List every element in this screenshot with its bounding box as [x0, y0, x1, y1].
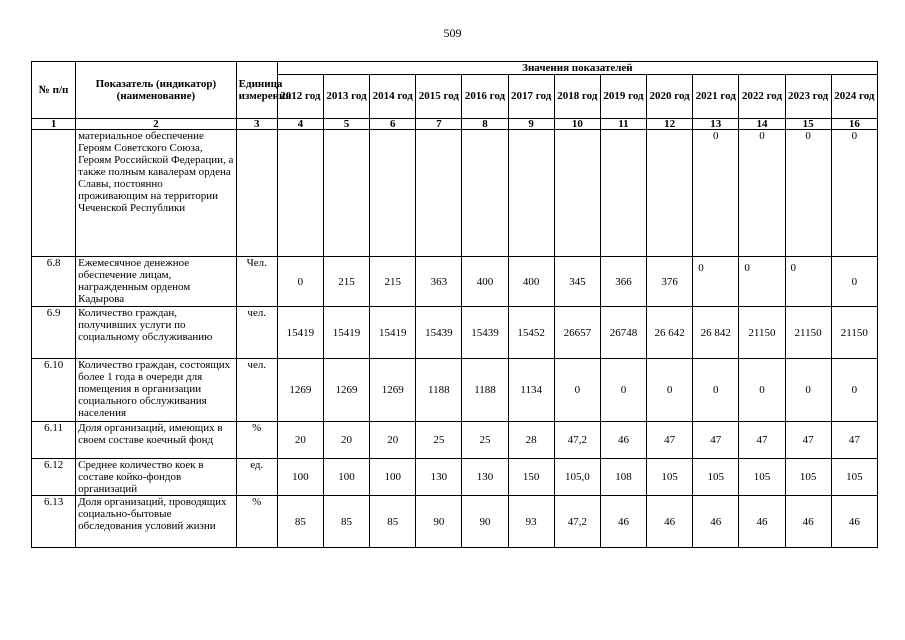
value-cell: 0: [647, 359, 693, 422]
header-unit: Единица измерения: [236, 62, 277, 119]
unit-cell: чел.: [236, 307, 277, 359]
column-number: 11: [600, 119, 646, 130]
row-number: 6.11: [32, 422, 76, 459]
value-cell: 1188: [462, 359, 508, 422]
row-number: 6.12: [32, 459, 76, 496]
indicators-table: [31, 61, 878, 548]
value-cell: 0: [693, 257, 739, 307]
value-cell: 85: [277, 496, 323, 548]
value-cell: 47: [785, 422, 831, 459]
value-cell: 0: [785, 257, 831, 307]
value-cell: 26 842: [693, 307, 739, 359]
indicator-name: Количество граждан, состоящих более 1 года в очереди для помещения в организации социального обслуживания населения: [76, 359, 237, 422]
header-year: 2021 год: [693, 75, 739, 119]
value-cell: 363: [416, 257, 462, 307]
value-cell: 0: [831, 359, 877, 422]
value-cell: 25: [462, 422, 508, 459]
value-cell: 85: [370, 496, 416, 548]
unit-cell: %: [236, 496, 277, 548]
header-year: 2019 год: [600, 75, 646, 119]
value-cell: 20: [277, 422, 323, 459]
header-year: 2012 год: [277, 75, 323, 119]
unit-cell: ед.: [236, 459, 277, 496]
header-year: 2020 год: [647, 75, 693, 119]
value-cell: 376: [647, 257, 693, 307]
value-cell: 26748: [600, 307, 646, 359]
header-year: 2016 год: [462, 75, 508, 119]
value-cell: 0: [739, 359, 785, 422]
header-values-group: Значения показателей: [277, 62, 877, 75]
value-cell: 85: [323, 496, 369, 548]
value-cell: 21150: [831, 307, 877, 359]
value-cell: 105: [831, 459, 877, 496]
value-cell: 0: [554, 359, 600, 422]
column-number: 14: [739, 119, 785, 130]
row-number: [32, 130, 76, 257]
value-cell: 1269: [323, 359, 369, 422]
value-cell: 400: [462, 257, 508, 307]
value-cell: 21150: [739, 307, 785, 359]
value-cell: 46: [831, 496, 877, 548]
value-cell: 46: [647, 496, 693, 548]
header-num: № п/п: [32, 62, 76, 119]
value-cell: 1134: [508, 359, 554, 422]
value-cell: 15439: [462, 307, 508, 359]
unit-cell: [236, 130, 277, 257]
value-cell: 1269: [277, 359, 323, 422]
table-row: [32, 496, 878, 548]
header-year: 2018 год: [554, 75, 600, 119]
column-number: 7: [416, 119, 462, 130]
value-cell: 0: [831, 130, 877, 257]
column-number: 4: [277, 119, 323, 130]
column-numbers-row: [32, 119, 878, 130]
column-number: 15: [785, 119, 831, 130]
header-indicator: Показатель (индикатор) (наименование): [76, 62, 237, 119]
unit-cell: Чел.: [236, 257, 277, 307]
table-row: [32, 257, 878, 307]
column-number: 1: [32, 119, 76, 130]
value-cell: [600, 130, 646, 257]
page-number: 509: [443, 26, 462, 40]
value-cell: 15439: [416, 307, 462, 359]
value-cell: 0: [693, 359, 739, 422]
value-cell: 366: [600, 257, 646, 307]
value-cell: 15419: [277, 307, 323, 359]
value-cell: 150: [508, 459, 554, 496]
column-number: 12: [647, 119, 693, 130]
value-cell: 47: [831, 422, 877, 459]
value-cell: 0: [785, 130, 831, 257]
column-number: 9: [508, 119, 554, 130]
value-cell: 130: [416, 459, 462, 496]
header-year: 2024 год: [831, 75, 877, 119]
value-cell: 100: [370, 459, 416, 496]
value-cell: 47,2: [554, 422, 600, 459]
unit-cell: %: [236, 422, 277, 459]
value-cell: 105: [785, 459, 831, 496]
table-row: [32, 307, 878, 359]
value-cell: 0: [277, 257, 323, 307]
value-cell: 1269: [370, 359, 416, 422]
value-cell: 15452: [508, 307, 554, 359]
unit-cell: чел.: [236, 359, 277, 422]
value-cell: 105: [647, 459, 693, 496]
value-cell: [508, 130, 554, 257]
value-cell: 0: [739, 257, 785, 307]
table-row: [32, 359, 878, 422]
value-cell: 46: [600, 496, 646, 548]
row-number: 6.9: [32, 307, 76, 359]
value-cell: 25: [416, 422, 462, 459]
value-cell: 105: [693, 459, 739, 496]
value-cell: 0: [785, 359, 831, 422]
value-cell: 0: [739, 130, 785, 257]
table-row: [32, 459, 878, 496]
indicator-name: Количество граждан, получивших услуги по социальному обслуживанию: [76, 307, 237, 359]
indicator-name: Среднее количество коек в составе койко-фондов организаций: [76, 459, 237, 496]
value-cell: [323, 130, 369, 257]
value-cell: 400: [508, 257, 554, 307]
indicator-name: Доля организаций, имеющих в своем составе коечный фонд: [76, 422, 237, 459]
value-cell: 20: [323, 422, 369, 459]
value-cell: 90: [462, 496, 508, 548]
row-number: 6.8: [32, 257, 76, 307]
value-cell: 215: [323, 257, 369, 307]
value-cell: [370, 130, 416, 257]
column-number: 5: [323, 119, 369, 130]
value-cell: 105: [739, 459, 785, 496]
table-row: [32, 130, 878, 257]
table-row: [32, 422, 878, 459]
value-cell: 26657: [554, 307, 600, 359]
value-cell: 93: [508, 496, 554, 548]
value-cell: [277, 130, 323, 257]
value-cell: 15419: [323, 307, 369, 359]
indicator-name: Ежемесячное денежное обеспечение лицам, награжденным орденом Кадырова: [76, 257, 237, 307]
value-cell: 46: [785, 496, 831, 548]
header-year: 2013 год: [323, 75, 369, 119]
value-cell: 47: [647, 422, 693, 459]
value-cell: 47,2: [554, 496, 600, 548]
value-cell: 46: [693, 496, 739, 548]
value-cell: 100: [277, 459, 323, 496]
header-year: 2023 год: [785, 75, 831, 119]
value-cell: 46: [739, 496, 785, 548]
value-cell: [416, 130, 462, 257]
value-cell: 90: [416, 496, 462, 548]
column-number: 2: [76, 119, 237, 130]
column-number: 6: [370, 119, 416, 130]
header-year: 2015 год: [416, 75, 462, 119]
value-cell: [647, 130, 693, 257]
value-cell: 0: [693, 130, 739, 257]
value-cell: [462, 130, 508, 257]
value-cell: [554, 130, 600, 257]
value-cell: 1188: [416, 359, 462, 422]
value-cell: 0: [600, 359, 646, 422]
value-cell: 26 642: [647, 307, 693, 359]
value-cell: 0: [831, 257, 877, 307]
indicator-name: Доля организаций, проводящих социально-бытовые обследования условий жизни: [76, 496, 237, 548]
column-number: 3: [236, 119, 277, 130]
header-year: 2017 год: [508, 75, 554, 119]
value-cell: 345: [554, 257, 600, 307]
value-cell: 28: [508, 422, 554, 459]
value-cell: 100: [323, 459, 369, 496]
value-cell: 46: [600, 422, 646, 459]
header-year: 2022 год: [739, 75, 785, 119]
indicator-name: материальное обеспечение Героям Советского Союза, Героям Российской Федерации, а также полным кавалерам ордена Славы, постоянно проживающим на территории Чеченской Республики: [76, 130, 237, 257]
value-cell: 21150: [785, 307, 831, 359]
row-number: 6.13: [32, 496, 76, 548]
column-number: 16: [831, 119, 877, 130]
header-year: 2014 год: [370, 75, 416, 119]
value-cell: 215: [370, 257, 416, 307]
value-cell: 47: [739, 422, 785, 459]
value-cell: 15419: [370, 307, 416, 359]
value-cell: 105,0: [554, 459, 600, 496]
row-number: 6.10: [32, 359, 76, 422]
value-cell: 130: [462, 459, 508, 496]
value-cell: 108: [600, 459, 646, 496]
column-number: 10: [554, 119, 600, 130]
column-number: 8: [462, 119, 508, 130]
value-cell: 47: [693, 422, 739, 459]
column-number: 13: [693, 119, 739, 130]
value-cell: 20: [370, 422, 416, 459]
